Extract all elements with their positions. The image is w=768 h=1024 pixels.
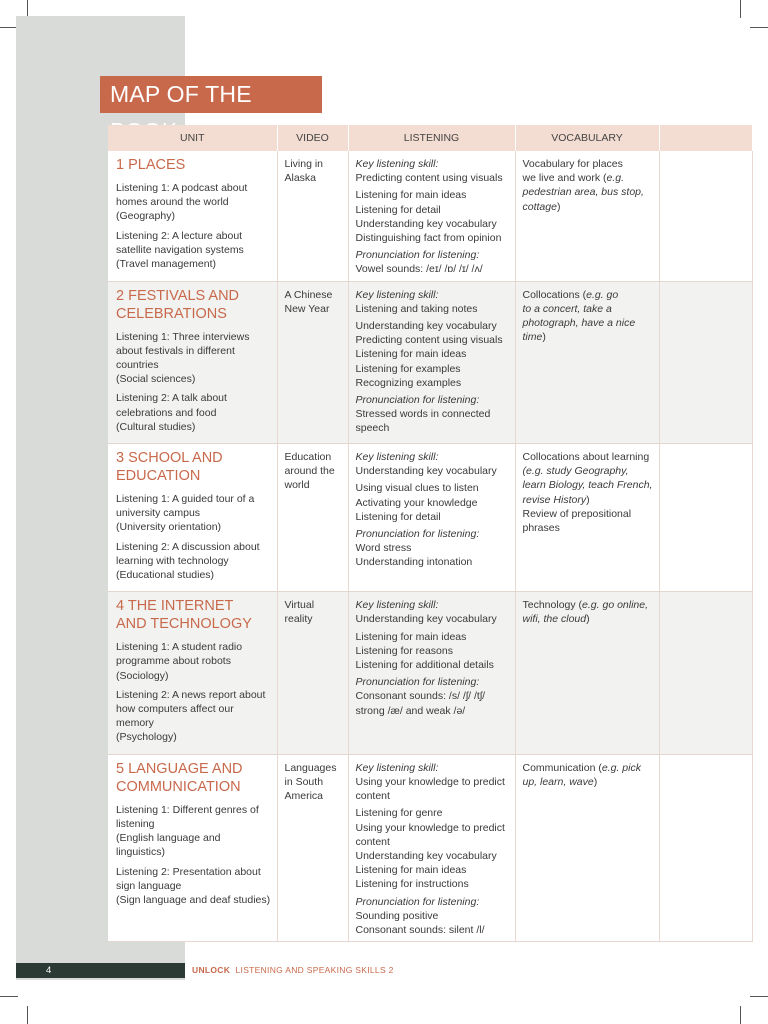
text-line: Listening 1: Different genres of [116, 803, 259, 816]
text-line: university campus [116, 507, 201, 520]
key-skill-label: Key listening skill: [355, 451, 439, 464]
text-line: 5 LANGUAGE AND [116, 760, 243, 777]
page-title: MAP OF THE [100, 76, 322, 113]
text-line: (Cultural studies) [116, 420, 196, 433]
extra-cell [659, 592, 752, 754]
listening-2-desc [116, 688, 271, 745]
footer-brand [192, 963, 394, 978]
text-line: ) [556, 200, 561, 213]
text-line: Recognizing examples [355, 376, 462, 389]
crop-mark [740, 1006, 741, 1024]
column-header-extra [659, 125, 752, 151]
listening-2-desc [116, 865, 271, 908]
listening-cell [348, 151, 515, 281]
unit-title [116, 449, 271, 485]
text-line: Using your knowledge to predict [355, 821, 505, 834]
text-line: Listening for main ideas [355, 864, 467, 877]
text-line: 2 FESTIVALS AND [116, 287, 240, 304]
text-line: COMMUNICATION [116, 778, 241, 795]
text-line: Using your knowledge to predict [355, 775, 505, 788]
listening-cell [348, 754, 515, 941]
text-line: Listening 2: A lecture about [116, 229, 243, 242]
text-line: up, learn, wave [522, 775, 594, 788]
text-line: Predicting content using visuals [355, 334, 503, 347]
table-row [108, 151, 752, 281]
key-skill-label: Key listening skill: [355, 288, 439, 301]
table-header-row [108, 125, 752, 151]
text-line: AND TECHNOLOGY [116, 616, 252, 633]
text-line: Understanding key vocabulary [355, 320, 497, 333]
text-line: in South [284, 775, 324, 788]
text-line: Listening for main ideas [355, 348, 467, 361]
text-line: (Social sciences) [116, 373, 196, 386]
text-line: Listening 2: A discussion about [116, 540, 260, 553]
text-line: A Chinese [284, 288, 333, 301]
text-line: learning with technology [116, 554, 229, 567]
text-line: revise History [522, 493, 587, 506]
text-line: to a concert, take a [522, 302, 612, 315]
text-line: Living in [284, 158, 324, 170]
listening-1-desc [116, 803, 271, 860]
listening-2-desc [116, 540, 271, 583]
brand-logo: UNLOCK [192, 965, 231, 975]
text-line: Understanding key vocabulary [355, 217, 497, 230]
text-line: 3 SCHOOL AND [116, 450, 223, 467]
text-line: phrases [522, 522, 560, 535]
listening-cell [348, 592, 515, 754]
video-cell [277, 281, 348, 443]
text-line: Understanding key vocabulary [355, 613, 497, 626]
text-line: content [355, 835, 390, 848]
text-line: (University orientation) [116, 521, 222, 534]
text-line: Understanding key vocabulary [355, 465, 497, 478]
text-line: Alaska [284, 172, 317, 185]
text-line: Listening 1: A podcast about [116, 182, 248, 194]
text-line: Listening for examples [355, 362, 461, 375]
column-header-vocabulary: VOCABULARY [515, 125, 659, 151]
text-line: (Travel management) [116, 258, 216, 271]
text-line: Understanding key vocabulary [355, 849, 497, 862]
page-number: 4 [46, 965, 52, 976]
text-line: Listening 1: Three interviews [116, 330, 250, 343]
column-header-unit: UNIT [108, 125, 277, 151]
table-row [108, 444, 752, 592]
pronunciation-label: Pronunciation for listening: [355, 528, 480, 541]
text-line: Understanding intonation [355, 556, 473, 569]
text-line: Word stress [355, 542, 412, 555]
unit-title [116, 287, 271, 323]
text-line: Predicting content using visuals [355, 172, 503, 185]
text-line: world [284, 479, 310, 492]
text-line: Listening 2: A talk about [116, 392, 227, 405]
crop-mark [750, 27, 768, 28]
text-line: Consonant sounds: /s/ /ʃ/ /tʃ/ [355, 690, 486, 703]
text-line: Listening for additional details [355, 659, 494, 672]
listening-1-desc [116, 492, 271, 535]
crop-mark [0, 996, 18, 997]
text-line: America [284, 790, 324, 803]
text-line: Technology ( [522, 599, 583, 612]
text-line: Listening 1: A guided tour of a [116, 493, 255, 506]
key-skill-label: Key listening skill: [355, 599, 439, 612]
pronunciation-label: Pronunciation for listening: [355, 676, 480, 689]
text-line: Collocations about learning [522, 451, 650, 464]
text-line: Listening and taking notes [355, 302, 478, 315]
text-line: (Sign language and deaf studies) [116, 893, 271, 906]
column-header-listening: LISTENING [348, 125, 515, 151]
text-line: ) [593, 775, 598, 788]
unit-cell [108, 592, 277, 754]
text-line: listening [116, 817, 155, 830]
footer-bar [16, 963, 185, 978]
unit-title [116, 597, 271, 633]
text-line: Listening for main ideas [355, 630, 467, 643]
text-line: Stressed words in connected [355, 408, 491, 421]
text-line: e.g. [606, 172, 625, 185]
text-line: e.g. go [586, 288, 619, 301]
listening-cell [348, 444, 515, 592]
text-line: (e.g. study Geography, [522, 465, 629, 478]
text-line: e.g. go online, [582, 599, 649, 612]
text-line: Listening 1: A student radio [116, 641, 243, 654]
text-line: Listening for main ideas [355, 189, 467, 202]
text-line: how computers affect our [116, 703, 234, 716]
table-row [108, 281, 752, 443]
text-line: around the [284, 465, 335, 478]
vocabulary-cell [515, 151, 659, 281]
listening-1-desc [116, 181, 271, 224]
text-line: ) [586, 493, 590, 506]
text-line: Listening for genre [355, 807, 443, 820]
listening-2-desc [116, 229, 271, 272]
text-line: Using visual clues to listen [355, 482, 479, 495]
listening-2-desc [116, 391, 271, 434]
extra-cell [659, 754, 752, 941]
text-line: sign language [116, 879, 182, 892]
text-line: memory [116, 717, 154, 730]
unit-cell [108, 281, 277, 443]
text-line: (English language and linguistics) [116, 832, 221, 859]
text-line: satellite navigation systems [116, 243, 244, 256]
text-line: reality [284, 613, 313, 626]
video-cell [277, 151, 348, 281]
text-line: Listening for instructions [355, 878, 469, 891]
text-line: Communication ( [522, 761, 602, 774]
map-table [108, 125, 753, 942]
text-line: Distinguishing fact from opinion [355, 232, 502, 245]
listening-cell [348, 281, 515, 443]
unit-cell [108, 444, 277, 592]
text-line: learn Biology, teach French, [522, 479, 653, 492]
extra-cell [659, 151, 752, 281]
text-line: ) [586, 613, 590, 626]
text-line: Sounding positive [355, 909, 439, 922]
pronunciation-label: Pronunciation for listening: [355, 249, 480, 262]
text-line: 4 THE INTERNET [116, 598, 234, 615]
unit-cell [108, 754, 277, 941]
text-line: Languages [284, 761, 337, 774]
text-line: Education [284, 451, 332, 464]
text-line: strong /æ/ and weak /ə/ [355, 704, 466, 717]
crop-mark [27, 1006, 28, 1024]
text-line: we live and work ( [522, 172, 607, 185]
text-line: Listening for reasons [355, 644, 453, 657]
text-line: CELEBRATIONS [116, 305, 227, 322]
text-line: about festivals in different [116, 344, 235, 357]
crop-mark [750, 996, 768, 997]
vocabulary-cell [515, 592, 659, 754]
text-line: Activating your knowledge [355, 496, 478, 509]
text-line: New Year [284, 302, 330, 315]
text-line: wifi, the cloud [522, 613, 587, 626]
text-line: Consonant sounds: silent /l/ [355, 923, 485, 936]
extra-cell [659, 281, 752, 443]
text-line: Listening for detail [355, 203, 441, 216]
text-line: speech [355, 422, 390, 435]
listening-1-desc [116, 640, 271, 683]
text-line: homes around the world [116, 196, 229, 209]
series-name: LISTENING AND SPEAKING SKILLS 2 [235, 965, 394, 975]
text-line: Virtual [284, 599, 315, 612]
text-line: Listening 2: A news report about [116, 688, 266, 701]
text-line: photograph, have a nice [522, 317, 636, 330]
text-line: cottage [522, 200, 557, 213]
text-line: pedestrian area, bus stop, [522, 186, 644, 199]
text-line: Review of prepositional [522, 507, 632, 520]
vocabulary-cell [515, 754, 659, 941]
listening-1-desc [116, 330, 271, 387]
text-line: Listening for detail [355, 510, 441, 523]
key-skill-label: Key listening skill: [355, 158, 439, 170]
text-line: (Geography) [116, 210, 175, 223]
video-cell [277, 754, 348, 941]
crop-mark [740, 0, 741, 18]
video-cell [277, 592, 348, 754]
vocabulary-cell [515, 281, 659, 443]
unit-title [116, 760, 271, 796]
extra-cell [659, 444, 752, 592]
text-line: Collocations ( [522, 288, 587, 301]
unit-cell [108, 151, 277, 281]
text-line: content [355, 790, 390, 803]
table-row [108, 754, 752, 941]
text-line: e.g. pick [601, 761, 641, 774]
text-line: countries [116, 359, 159, 372]
pronunciation-label: Pronunciation for listening: [355, 394, 480, 407]
text-line: EDUCATION [116, 468, 201, 485]
text-line: Vowel sounds: /eɪ/ /ɒ/ /ɪ/ /ʌ/ [355, 263, 483, 276]
text-line: Listening 2: Presentation about [116, 865, 261, 878]
key-skill-label: Key listening skill: [355, 761, 439, 774]
text-line: programme about robots [116, 655, 231, 668]
table-row [108, 592, 752, 754]
text-line: (Sociology) [116, 669, 169, 682]
video-cell [277, 444, 348, 592]
text-line: (Educational studies) [116, 569, 215, 582]
pronunciation-label: Pronunciation for listening: [355, 895, 480, 908]
vocabulary-cell [515, 444, 659, 592]
column-header-video: VIDEO [277, 125, 348, 151]
text-line: celebrations and food [116, 406, 217, 419]
text-line: time [522, 331, 543, 344]
text-line: (Psychology) [116, 731, 177, 744]
unit-title: 1 PLACES [116, 157, 186, 173]
text-line: Vocabulary for places [522, 158, 623, 170]
text-line: ) [542, 331, 546, 344]
